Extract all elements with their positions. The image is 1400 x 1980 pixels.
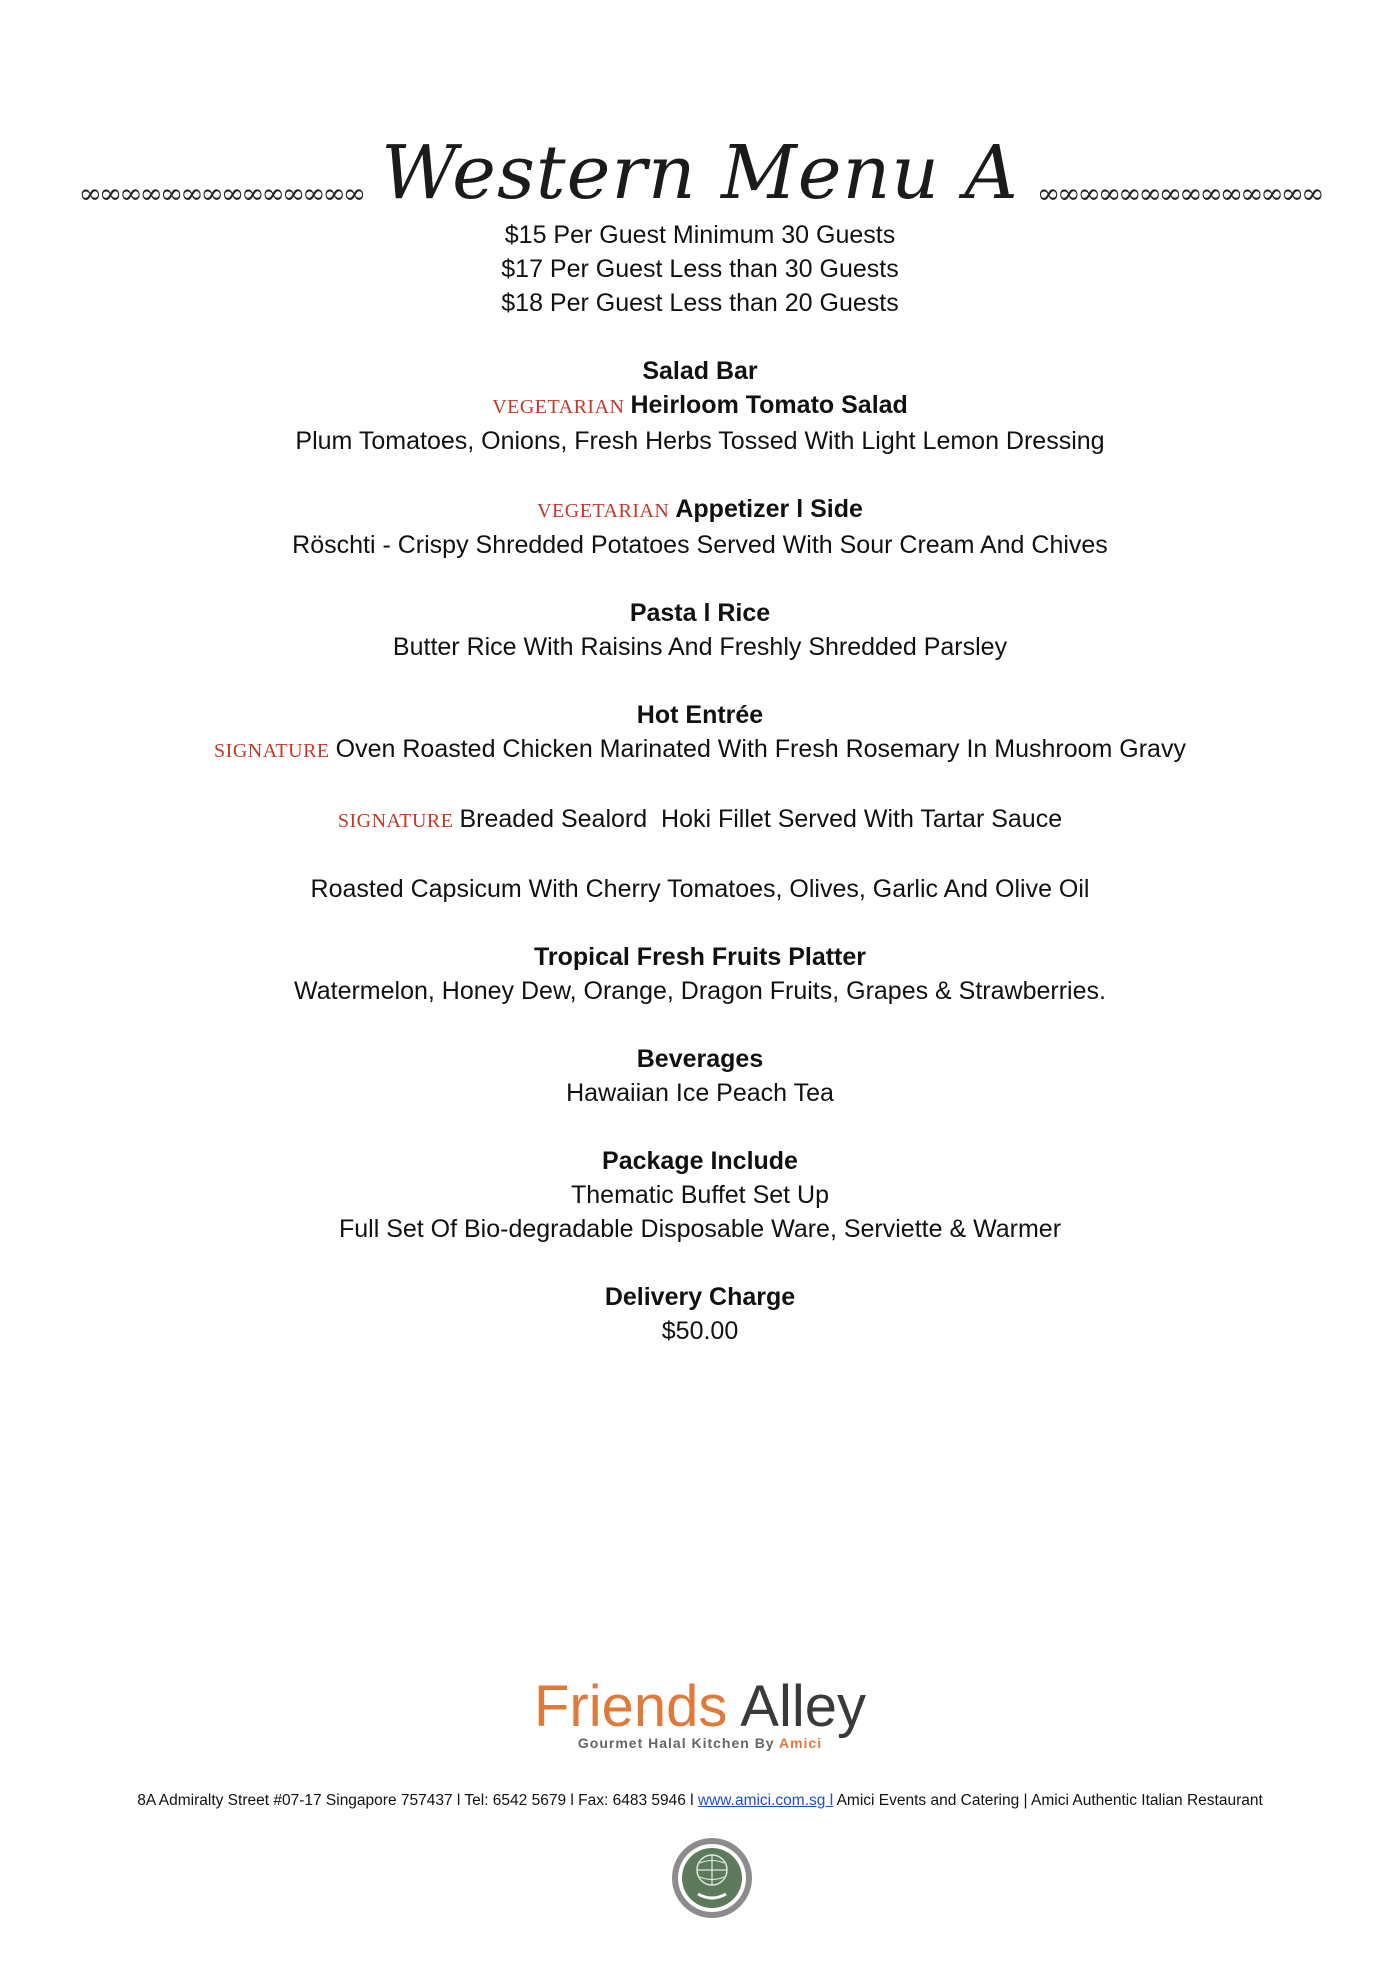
section-heading-delivery: Delivery Charge bbox=[604, 1283, 796, 1311]
section-heading-salad: Salad Bar bbox=[642, 357, 758, 385]
menu-content bbox=[0, 218, 1400, 1348]
beverages-description: Hawaiian Ice Peach Tea bbox=[566, 1079, 834, 1107]
menu-title bbox=[0, 118, 1400, 228]
price-line: $18 Per Guest Less than 20 Guests bbox=[501, 289, 899, 317]
friends-alley-logo bbox=[0, 1675, 1400, 1751]
halal-seal-icon bbox=[670, 1836, 754, 1920]
vegetarian-tag: VEGETARIAN bbox=[537, 500, 670, 522]
section-heading-entree: Hot Entrée bbox=[636, 701, 764, 729]
footer-tail: Amici Events and Catering | Amici Authentic Italian Restaurant bbox=[836, 1792, 1263, 1809]
footer-address: 8A Admiralty Street #07-17 Singapore 757437 l Tel: 6542 5679 l Fax: 6483 5946 l bbox=[137, 1792, 694, 1809]
logo-tagline: Gourmet Halal Kitchen By bbox=[577, 1735, 775, 1751]
fruits-description: Watermelon, Honey Dew, Orange, Dragon Fruits, Grapes & Strawberries. bbox=[294, 977, 1106, 1005]
signature-tag: SIGNATURE bbox=[337, 810, 454, 832]
appetizer-description: Röschti - Crispy Shredded Potatoes Served With Sour Cream And Chives bbox=[292, 531, 1108, 559]
section-heading-pasta: Pasta l Rice bbox=[629, 599, 771, 627]
price-line: $17 Per Guest Less than 30 Guests bbox=[501, 255, 899, 283]
footer-contact bbox=[0, 1792, 1400, 1810]
logo-word-alley: Alley bbox=[740, 1674, 867, 1739]
entree-item-chicken: Oven Roasted Chicken Marinated With Fresh Rosemary In Mushroom Gravy bbox=[335, 735, 1186, 763]
section-heading-package: Package Include bbox=[602, 1147, 798, 1175]
delivery-price: $50.00 bbox=[661, 1317, 739, 1345]
signature-tag: SIGNATURE bbox=[214, 740, 330, 762]
section-heading-appetizer: Appetizer l Side bbox=[675, 495, 863, 523]
entree-item-capsicum: Roasted Capsicum With Cherry Tomatoes, Olives, Garlic And Olive Oil bbox=[310, 875, 1090, 903]
title-flourish-right: ∞∞∞∞∞∞∞∞∞∞∞∞∞∞ bbox=[1036, 176, 1322, 210]
vegetarian-tag: VEGETARIAN bbox=[492, 396, 625, 418]
entree-item-fish: Breaded Sealord Hoki Fillet Served With Tartar Sauce bbox=[459, 805, 1063, 833]
page-title: Western Menu A bbox=[381, 130, 1019, 216]
website-link[interactable]: www.amici.com.sg l bbox=[697, 1792, 834, 1809]
title-flourish-left: ∞∞∞∞∞∞∞∞∞∞∞∞∞∞ bbox=[78, 176, 364, 210]
package-line: Full Set Of Bio-degradable Disposable Ware, Serviette & Warmer bbox=[338, 1215, 1062, 1243]
section-heading-beverages: Beverages bbox=[636, 1045, 764, 1073]
pasta-description: Butter Rice With Raisins And Freshly Shredded Parsley bbox=[392, 633, 1008, 661]
logo-word-friends: Friends bbox=[533, 1674, 728, 1739]
package-line: Thematic Buffet Set Up bbox=[571, 1181, 829, 1209]
section-heading-fruits: Tropical Fresh Fruits Platter bbox=[533, 943, 867, 971]
salad-item-name: Heirloom Tomato Salad bbox=[630, 391, 908, 419]
price-line: $15 Per Guest Minimum 30 Guests bbox=[504, 221, 896, 249]
salad-description: Plum Tomatoes, Onions, Fresh Herbs Tossed With Light Lemon Dressing bbox=[295, 427, 1105, 455]
logo-tagline-brand: Amici bbox=[778, 1735, 823, 1751]
